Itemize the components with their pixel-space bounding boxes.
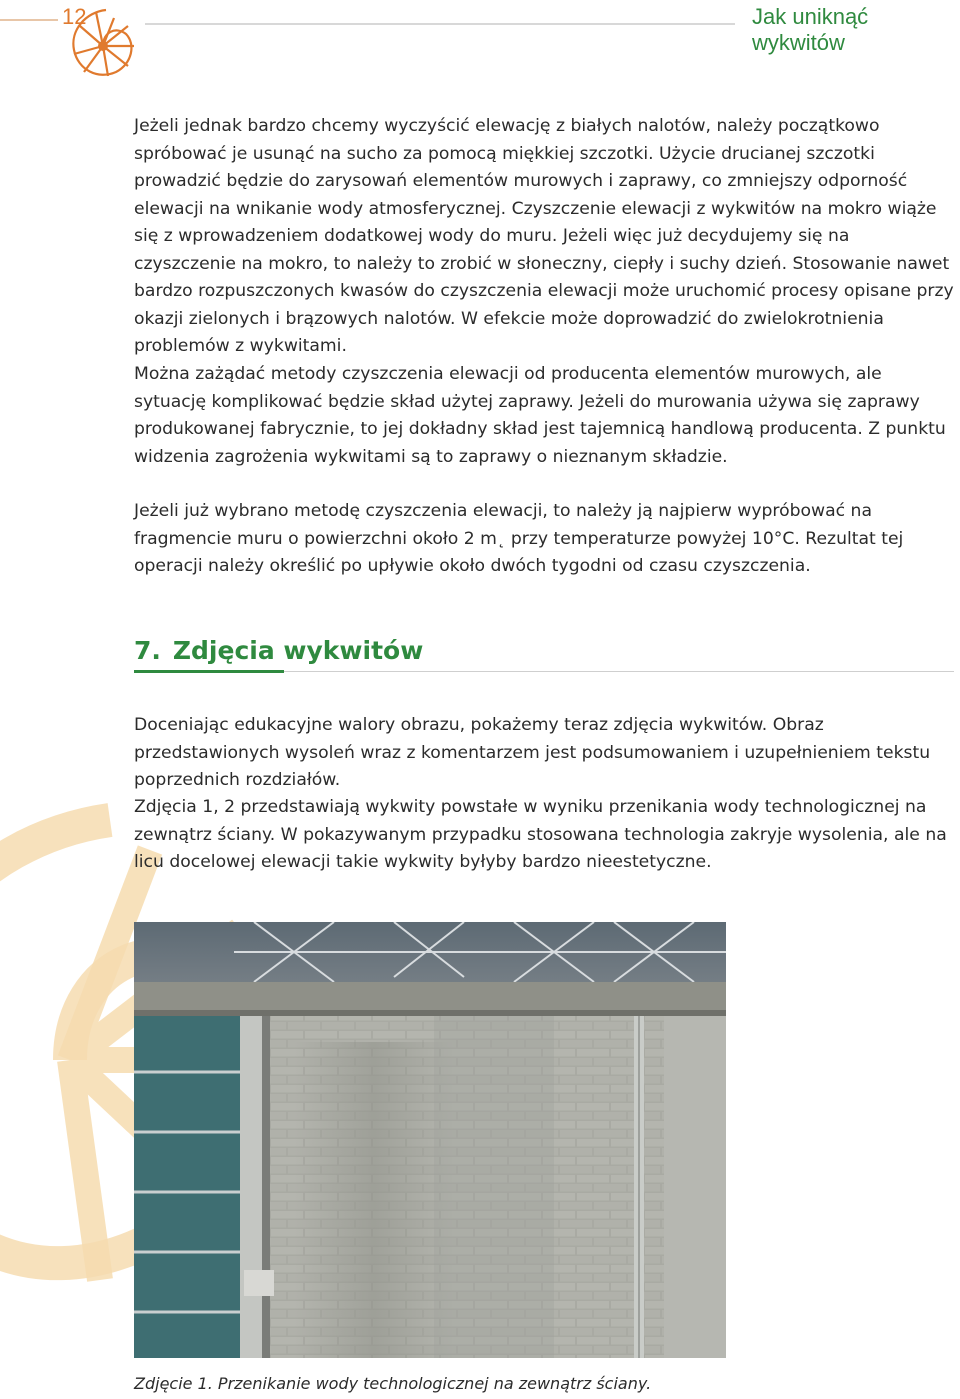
section-heading	[134, 636, 423, 665]
header-rule	[145, 23, 735, 25]
section-number: 7.	[134, 636, 161, 665]
paragraph-photos-1-2: Zdjęcia 1, 2 przedstawiają wykwity powstałe w wyniku przenikania wody technologicznej na zewnątrz ściany. W pokazywanym przypadku stosowana technologia zakryje wysolenia, ale na licu docelowej elewacji takie wykwity byłyby bardzo nieestetyczne.	[134, 797, 947, 872]
shell-logo-icon	[66, 4, 140, 84]
paragraph-test-fragment: Jeżeli już wybrano metodę czyszczenia elewacji, to należy ją najpierw wypróbować na fragmencie muru o powierzchni około 2 m˛ przy temperaturze powyżej 10°C. Rezultat tej operacji należy określić po upływie około dwóch tygodni od czasu czyszczenia.	[134, 501, 904, 576]
paragraph-cleaning-dry: Jeżeli jednak bardzo chcemy wyczyścić elewację z białych nalotów, należy początkowo spróbować je usunąć na sucho za pomocą miękkiej szczotki. Użycie drucianej szczotki prowadzić będzie do zarysowań elementów murowych i zaprawy, co zmniejszy odporność elewacji na wnikanie wody atmosferycznej. Czyszczenie elewacji z wykwitów na mokro wiąże się z wprowadzeniem dodatkowej wody do muru. Jeżeli więc już decydujemy się na czyszczenie na mokro, to należy to zrobić w słoneczny, ciepły i suchy dzień. Stosowanie nawet bardzo rozpuszczonych kwasów do czyszczenia elewacji może uruchomić procesy opisane przy okazji zielonych i brązowych nalotów. W efekcie może doprowadzić do zwielokrotnienia problemów z wykwitami.	[134, 116, 954, 356]
photo-caption: Zdjęcie 1. Przenikanie wody technologicznej na zewnątrz ściany.	[134, 1374, 652, 1393]
facade-photo-image	[134, 922, 726, 1358]
section-title: Zdjęcia wykwitów	[172, 636, 424, 665]
paragraph-intro-photos: Doceniając edukacyjne walory obrazu, pokażemy teraz zdjęcia wykwitów. Obraz przedstawionych wysoleń wraz z komentarzem jest podsumowaniem i uzupełnieniem tekstu poprzednich rozdziałów.	[134, 715, 931, 790]
paragraph-producent-method: Można zażądać metody czyszczenia elewacji od producenta elementów murowych, ale sytuację komplikować będzie skład użytej zaprawy. Jeżeli do murowania używa się zaprawy produkowanej fabrycznie, to jej dokładny skład jest tajemnicą handlową producenta. Z punktu widzenia zagrożenia wykwitami są to zaprawy o nieznanym składzie.	[134, 364, 946, 467]
heading-rule	[134, 670, 954, 673]
facade-photo	[134, 922, 726, 1358]
page-number: 12	[62, 4, 87, 29]
header-rule-left	[0, 19, 58, 21]
running-title: Jak uniknąć wykwitów	[752, 4, 869, 55]
